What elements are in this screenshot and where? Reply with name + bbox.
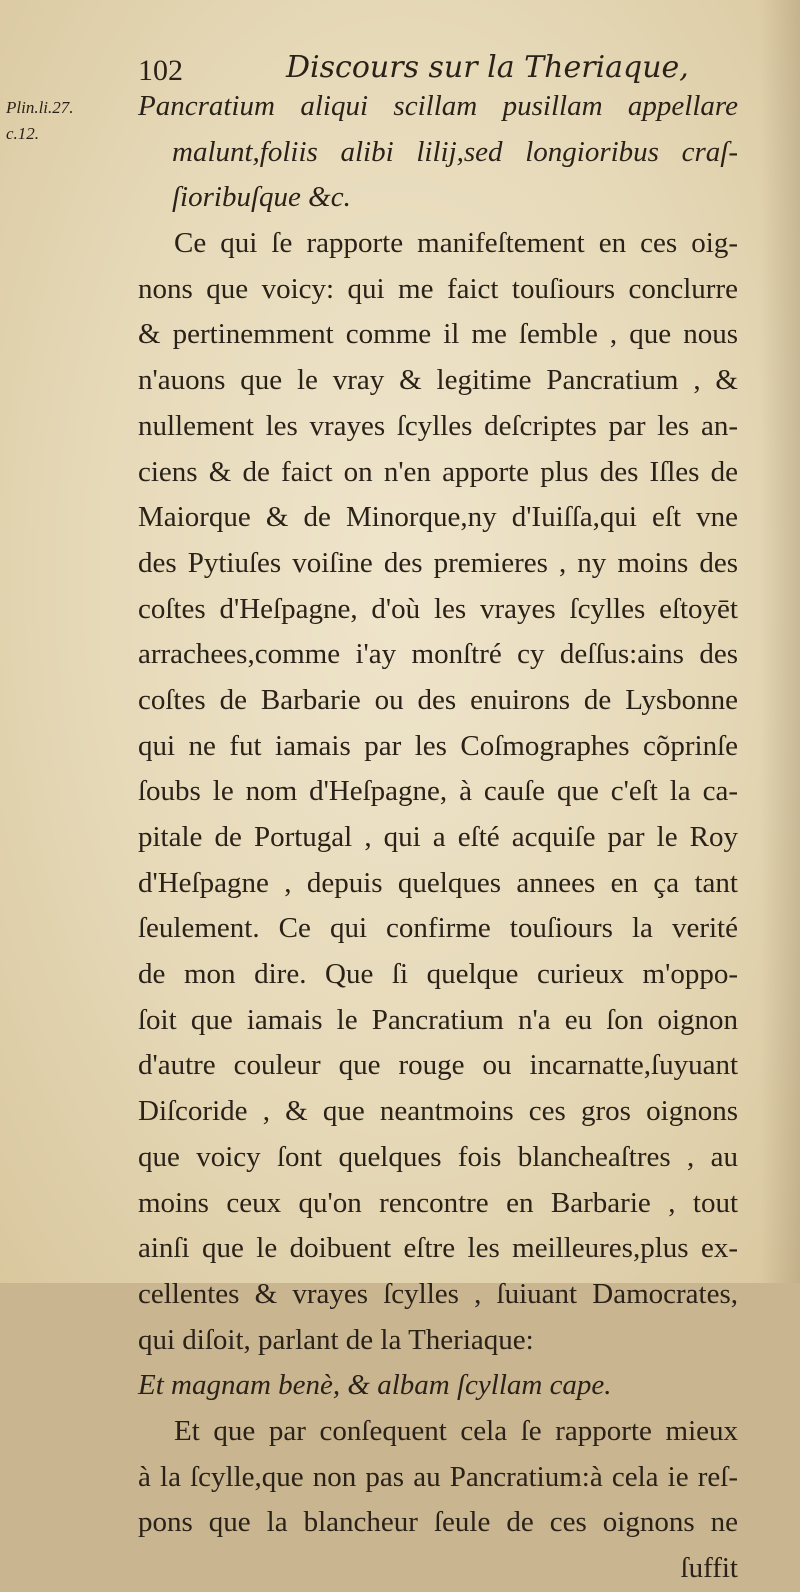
text-line: pons que la blancheur ſeule de ces oignons ne [138, 1506, 738, 1539]
margin-note-citation: Plin.li.27. [6, 98, 74, 117]
running-title: Discours sur la Theriaque, [286, 50, 689, 85]
text-line: coſtes d'Heſpagne, d'où les vrayes ſcylles eſtoyēt [138, 592, 738, 625]
page-number: 102 [138, 54, 183, 87]
page-edge-shadow [760, 0, 800, 1283]
text-line: d'autre couleur que rouge ou incarnatte,ſuyuant [138, 1049, 738, 1082]
text-line: Maiorque & de Minorque,ny d'Iuiſſa,qui eſt vne [138, 501, 738, 534]
text-line: nullement les vrayes ſcylles deſcriptes par les an- [138, 409, 738, 442]
text-line: ſuffit [680, 1552, 738, 1584]
text-line: & pertinemment comme il me ſemble , que nous [138, 318, 738, 351]
text-line: cellentes & vrayes ſcylles , ſuiuant Damocrates, [138, 1277, 738, 1310]
text-line: Et magnam benè, & albam ſcyllam cape. [138, 1369, 612, 1402]
text-line: Et que par conſequent cela ſe rapporte mieux [174, 1414, 738, 1447]
text-line: ſoubs le nom d'Heſpagne, à cauſe que c'eſt la ca- [138, 775, 738, 808]
text-line: Pancratium aliqui scillam pusillam appellare [138, 90, 738, 122]
text-line: de mon dire. Que ſi quelque curieux m'oppo- [138, 958, 738, 991]
text-line: ainſi que le doibuent eſtre les meilleures,plus ex- [138, 1232, 738, 1265]
text-line: coſtes de Barbarie ou des enuirons de Lysbonne [138, 683, 738, 716]
text-line: ciens & de faict on n'en apporte plus des Iſles de [138, 455, 738, 488]
text-line: Ce qui ſe rapporte manifeſtement en ces oig- [174, 227, 738, 260]
text-line: à la ſcylle,que non pas au Pancratium:à cela ie reſ- [138, 1460, 738, 1493]
body-text [138, 84, 738, 1592]
text-line: Diſcoride , & que neantmoins ces gros oignons [138, 1095, 738, 1128]
text-line: d'Heſpagne , depuis quelques annees en ça tant [138, 866, 738, 899]
text-line: arrachees,comme i'ay monſtré cy deſſus:ains des [138, 638, 738, 671]
text-line: moins ceux qu'on rencontre en Barbarie , tout [138, 1186, 738, 1219]
margin-note-chapter: c.12. [6, 124, 40, 143]
text-line: pitale de Portugal , qui a eſté acquiſe par le Roy [138, 821, 738, 853]
text-line: qui diſoit, parlant de la Theriaque: [138, 1323, 534, 1356]
text-line: n'auons que le vray & legitime Pancratium , & [138, 364, 738, 397]
text-line: des Pytiuſes voiſine des premieres , ny moins des [138, 546, 738, 579]
text-line: que voicy ſont quelques fois blancheaſtres , au [138, 1140, 738, 1173]
text-line: malunt,foliis alibi lilij,sed longioribus craſ- [172, 135, 738, 168]
text-line: ſioribuſque &c. [172, 181, 351, 214]
text-line: nons que voicy: qui me faict touſiours conclurre [138, 272, 738, 305]
text-line: ſeulement. Ce qui confirme touſiours la verité [138, 912, 738, 945]
text-line: qui ne fut iamais par les Coſmographes cõprinſe [138, 729, 738, 762]
text-line: ſoit que iamais le Pancratium n'a eu ſon oignon [138, 1003, 738, 1036]
